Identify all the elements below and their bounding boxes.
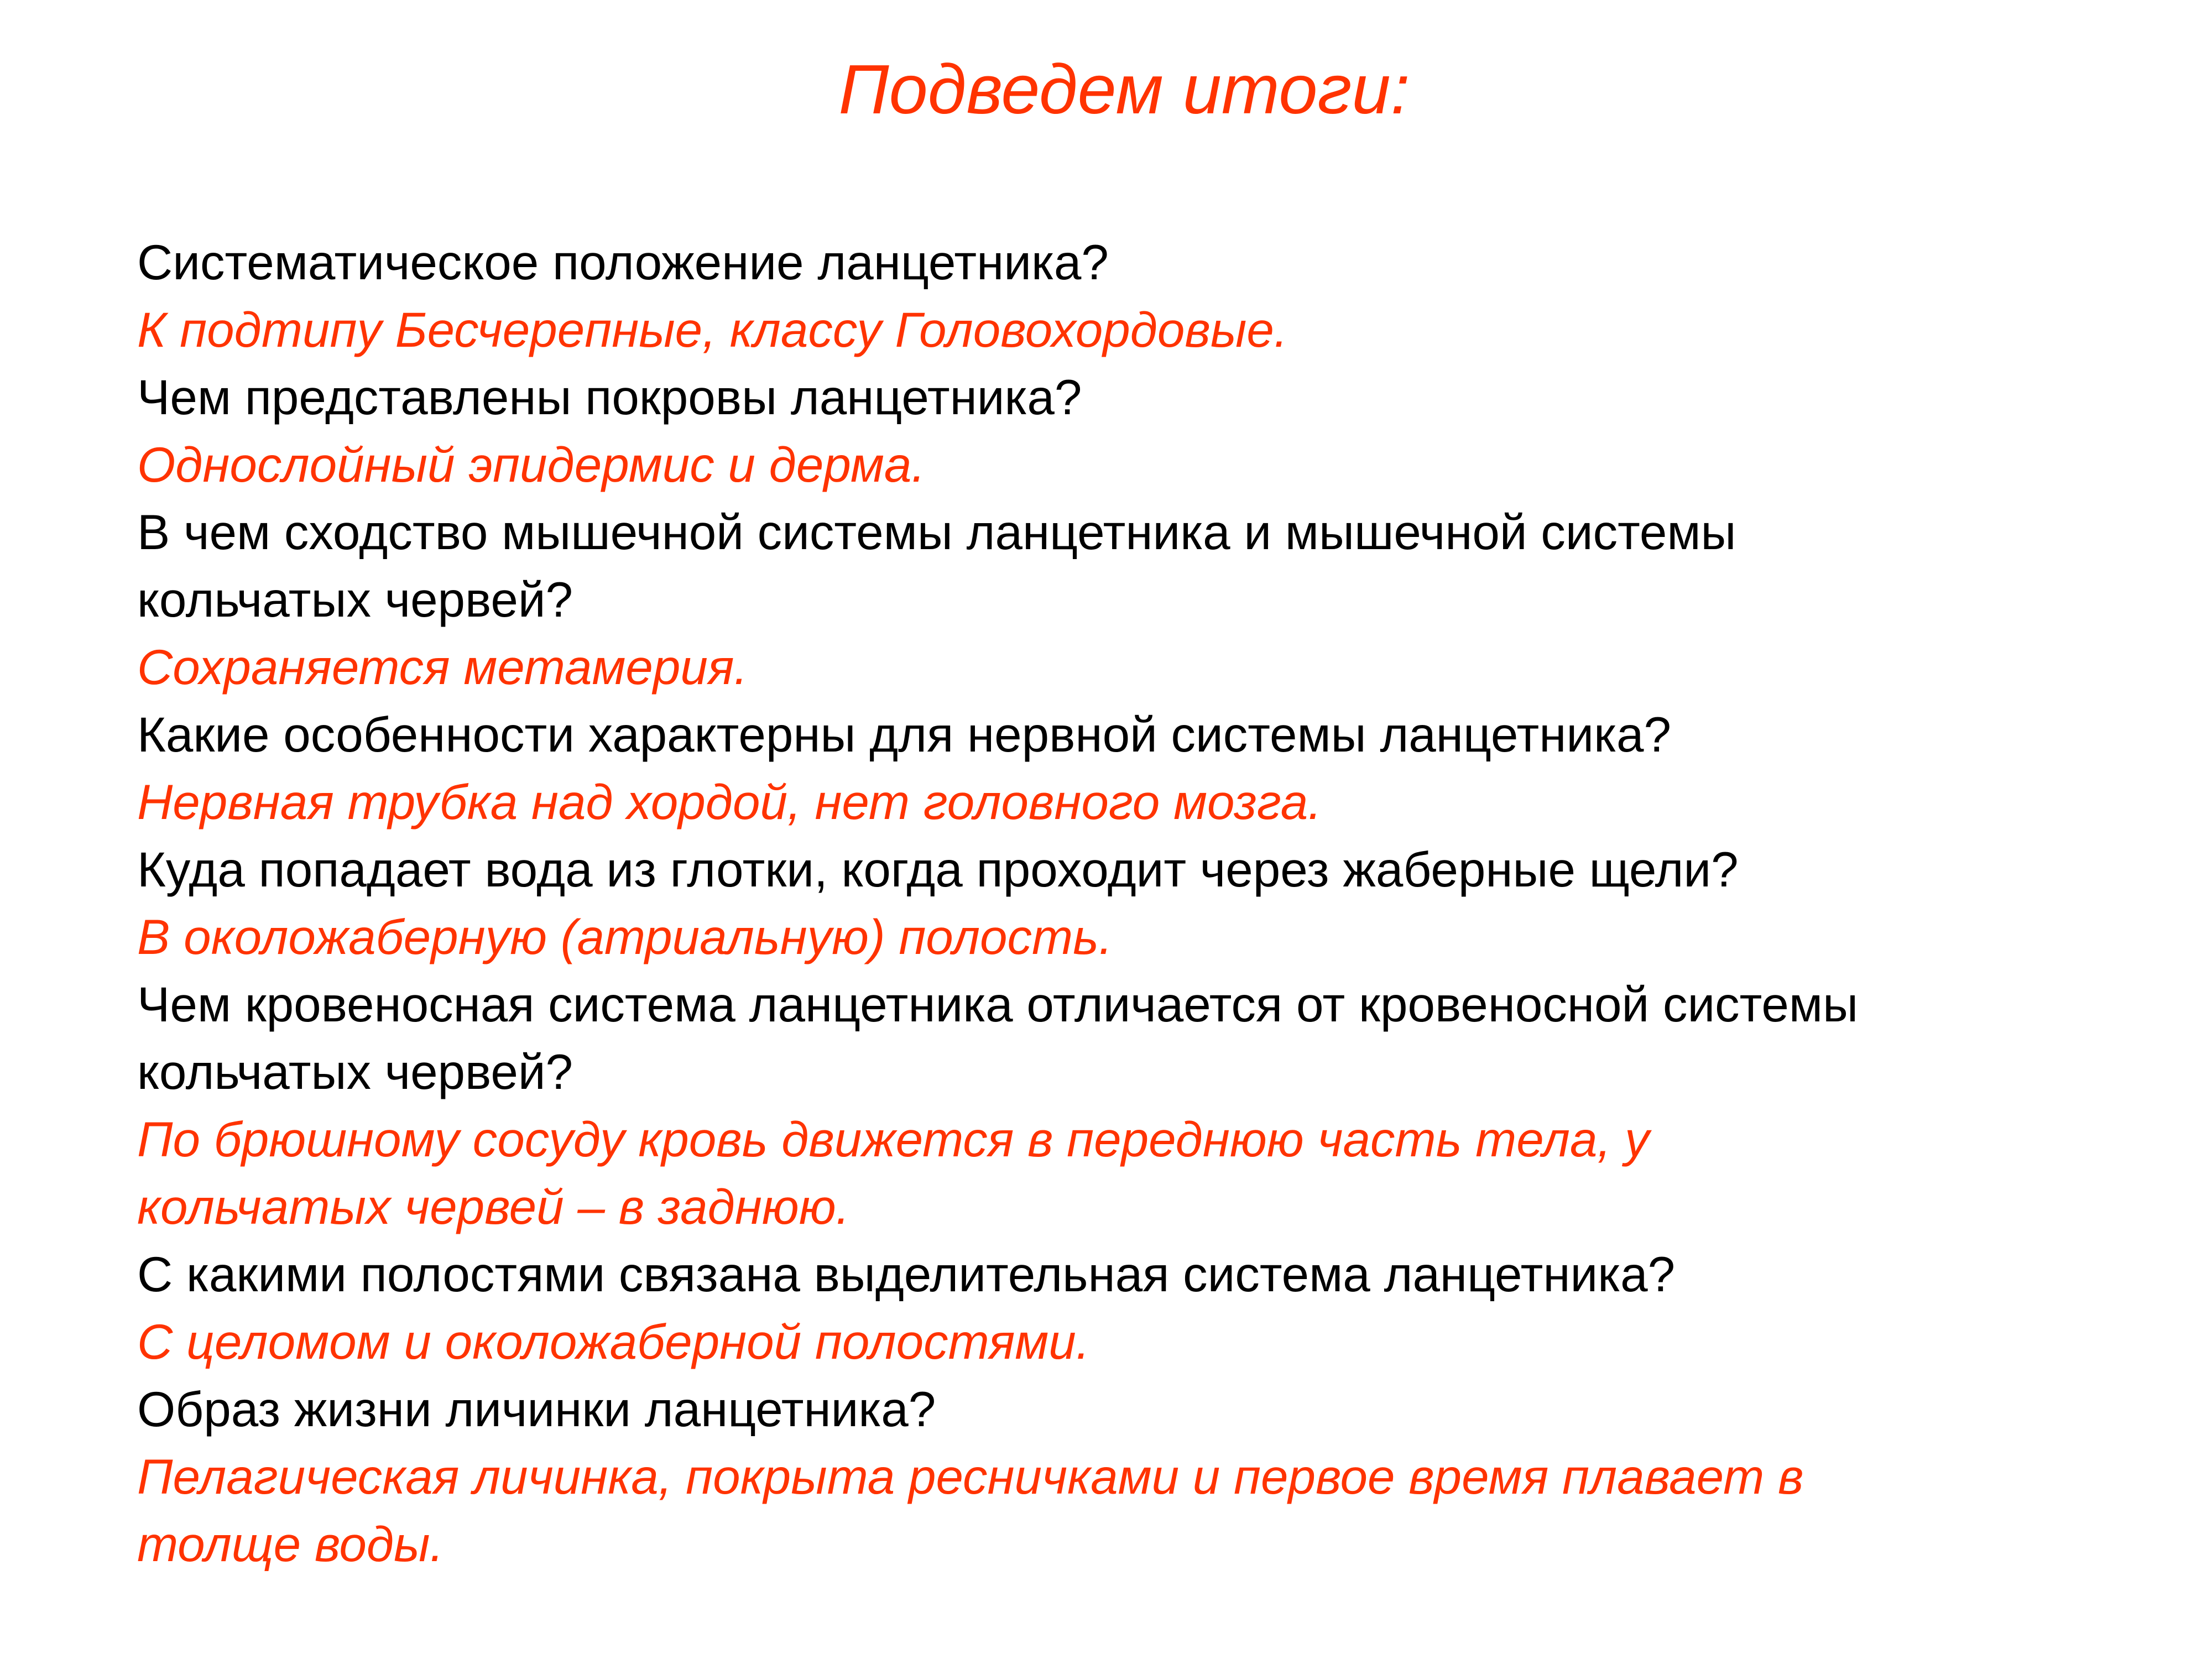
question-line: С какими полостями связана выделительная система ланцетника? — [137, 1246, 1676, 1302]
slide-title: Подведем итоги: — [838, 50, 1410, 128]
question-line: В чем сходство мышечной системы ланцетника и мышечной системы — [137, 504, 1736, 560]
answer-line: кольчатых червей – в заднюю. — [137, 1179, 850, 1234]
answer-line: Пелагическая личинка, покрыта ресничками и первое время плавает в — [137, 1449, 1804, 1504]
question-line: Какие особенности характерны для нервной системы ланцетника? — [137, 707, 1671, 762]
question-line: Чем представлены покровы ланцетника? — [137, 369, 1082, 425]
question-line: Образ жизни личинки ланцетника? — [137, 1381, 936, 1437]
question-line: Систематическое положение ланцетника? — [137, 234, 1109, 290]
question-line: кольчатых червей? — [137, 1044, 573, 1099]
answer-line: Нервная трубка над хордой, нет головного мозга. — [137, 774, 1322, 830]
answer-line: толще воды. — [137, 1516, 444, 1572]
qa-list — [137, 228, 2156, 1578]
question-line: кольчатых червей? — [137, 572, 573, 627]
answer-line: К подтипу Бесчерепные, классу Головохордовые. — [137, 302, 1288, 357]
answer-line: По брюшному сосуду кровь движется в переднюю часть тела, у — [137, 1112, 1650, 1167]
answer-line: Сохраняется метамерия. — [137, 639, 748, 695]
answer-line: Однослойный эпидермис и дерма. — [137, 437, 926, 492]
answer-line: В околожаберную (атриальную) полость. — [137, 909, 1113, 964]
question-line: Куда попадает вода из глотки, когда проходит через жаберные щели? — [137, 842, 1739, 897]
question-line: Чем кровеносная система ланцетника отличается от кровеносной системы — [137, 977, 1859, 1032]
answer-line: С целомом и околожаберной полостями. — [137, 1314, 1090, 1369]
